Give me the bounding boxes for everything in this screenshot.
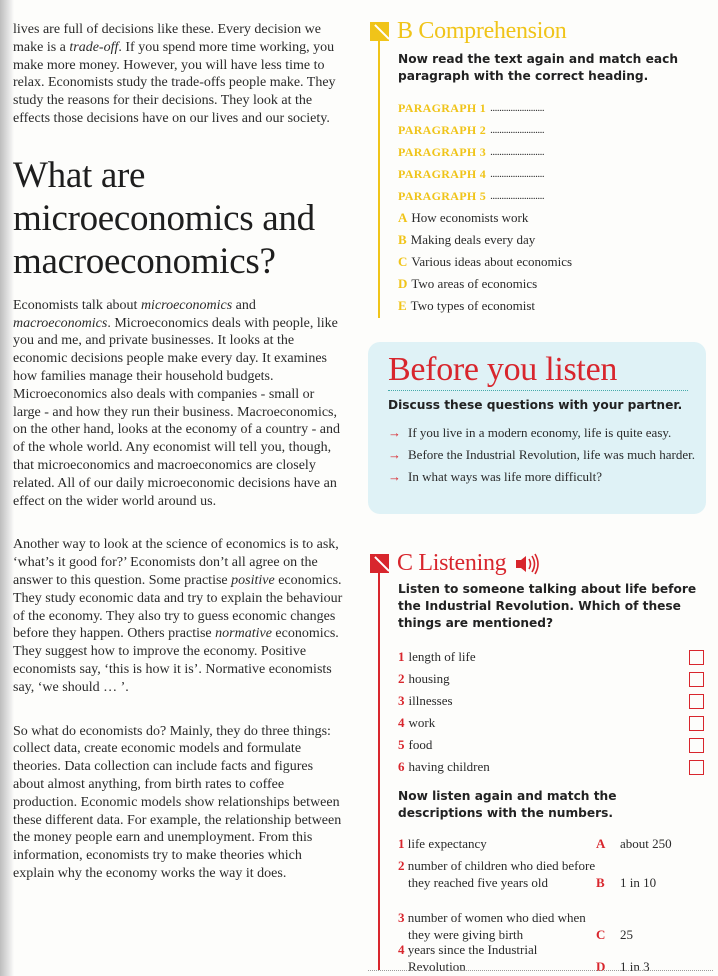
item-text: housing	[408, 671, 450, 686]
discussion-item	[388, 424, 706, 441]
item-text: illnesses	[408, 693, 453, 708]
listening-section	[370, 550, 710, 974]
paragraph-label: PARAGRAPH 2	[398, 122, 487, 137]
paragraph	[13, 297, 345, 511]
item-number: 2	[398, 671, 405, 686]
arrow-icon: →	[388, 447, 401, 462]
match-description	[398, 836, 598, 853]
heading-option	[398, 229, 710, 251]
item-text: work	[408, 715, 436, 730]
arrow-icon: →	[388, 425, 401, 440]
listening-title: C Listening	[397, 550, 507, 576]
paragraph-label: PARAGRAPH 5	[398, 188, 487, 203]
option-letter: B	[398, 232, 407, 247]
option-letter: E	[398, 298, 407, 313]
discussion-item	[388, 446, 706, 463]
reading-text	[13, 21, 345, 909]
scan-edge	[0, 0, 14, 976]
paragraph-answer-row	[398, 185, 710, 207]
divider	[368, 970, 713, 971]
item-checkbox[interactable]	[689, 760, 704, 775]
answer-blank[interactable]: ........................	[490, 102, 545, 114]
match-text: number of children who died before they reached five years old	[407, 858, 596, 890]
option-letter: C	[398, 254, 408, 269]
match-text: number of women who died when they were giving birth	[407, 910, 586, 942]
italic-term: microeconomics	[140, 297, 233, 313]
match-letter: D	[596, 958, 606, 974]
paragraph	[13, 723, 345, 883]
match-description	[398, 910, 598, 943]
match-row	[398, 910, 718, 943]
listening-item	[398, 668, 704, 690]
heading-option	[398, 207, 710, 229]
paragraph-answer-row	[398, 141, 710, 163]
paragraph-answer-row	[398, 97, 710, 119]
match-letter: C	[596, 926, 606, 942]
option-text: How economists work	[411, 210, 529, 225]
option-text: Various ideas about economics	[411, 254, 573, 269]
listening-item	[398, 646, 704, 668]
text-segment: Another way to look at the science of economics is to ask, ‘what’s it good for?’ Economists don’t all agree on the answer to this question. Some practise	[13, 537, 339, 588]
paragraph-answer-row	[398, 119, 710, 141]
item-checkbox[interactable]	[689, 650, 704, 665]
match-value: 25	[620, 926, 633, 942]
item-checkbox[interactable]	[689, 672, 704, 687]
text-segment: lives are full of decisions like these. Every decision we make is a	[13, 22, 321, 55]
item-number: 3	[398, 693, 405, 708]
discussion-text: In what ways was life more difficult?	[408, 469, 602, 484]
item-number: 6	[398, 759, 405, 774]
match-letter: B	[596, 874, 605, 890]
paragraph	[13, 21, 345, 128]
text-segment: and	[232, 297, 256, 313]
speaker-icon[interactable]	[514, 553, 542, 575]
match-number: 1	[398, 836, 405, 851]
item-checkbox[interactable]	[689, 694, 704, 709]
listening-item	[398, 712, 704, 734]
italic-term: positive	[231, 572, 275, 588]
heading-option	[398, 273, 710, 295]
text-segment: . If you spend more time working, you make more money. However, you will have less time to relax. Economists study the trade-offs people make. They study the reasons for their decisions. They look at the effects those decisions have on our lives and our society.	[13, 39, 336, 126]
paragraph-label: PARAGRAPH 4	[398, 166, 487, 181]
match-text: years since the Industrial Revolution	[407, 942, 538, 974]
match-letter: A	[596, 835, 606, 851]
listening-instruction: Listen to someone talking about life before the Industrial Revolution. Which of these things are mentioned?	[398, 582, 697, 630]
comprehension-instruction: Now read the text again and match each paragraph with the correct heading.	[398, 52, 678, 83]
paragraph-label: PARAGRAPH 3	[398, 144, 487, 159]
discussion-item	[388, 468, 706, 485]
paragraph-label: PARAGRAPH 1	[398, 100, 487, 115]
section-heading: What are microeconomics and macroeconomics?	[13, 154, 315, 282]
match-value: 1 in 3	[620, 958, 650, 974]
before-you-listen-box	[368, 342, 706, 514]
listening-item	[398, 734, 704, 756]
answer-blank[interactable]: ........................	[490, 168, 545, 180]
item-number: 5	[398, 737, 405, 752]
discussion-text: If you live in a modern economy, life is quite easy.	[408, 425, 672, 440]
answer-blank[interactable]: ........................	[490, 190, 545, 202]
item-number: 4	[398, 715, 405, 730]
section-marker-icon	[370, 554, 389, 573]
item-text: length of life	[408, 649, 476, 664]
discussion-text: Before the Industrial Revolution, life was much harder.	[408, 447, 696, 462]
text-segment: economics. They suggest how to improve the economy. Positive economists say, ‘this is how it is’. Normative economists say, ‘we should … ’.	[13, 626, 339, 695]
item-text: food	[408, 737, 433, 752]
paragraph-answer-row	[398, 163, 710, 185]
option-text: Two types of economist	[410, 298, 536, 313]
item-number: 1	[398, 649, 405, 664]
option-letter: A	[398, 210, 408, 225]
answer-blank[interactable]: ........................	[490, 146, 545, 158]
item-checkbox[interactable]	[689, 716, 704, 731]
paragraph	[13, 536, 345, 696]
before-listen-title: Before you listen	[388, 350, 688, 391]
item-checkbox[interactable]	[689, 738, 704, 753]
match-value: about 250	[620, 835, 672, 851]
answer-blank[interactable]: ........................	[490, 124, 545, 136]
match-number: 2	[398, 858, 405, 873]
text-segment: . Microeconomics deals with people, like you and me, and private businesses. It looks at the economic decisions people make every day. It examines how families manage their household budgets. Microeconomics also deals with companies - small or large - and how they run their business. Macroeconomics, on the other hand, looks at the economy of a country - and of the whole world. Any economist will tell you, though, that microeconomics and macroeconomics are closely related. All of our daily microeconomic decisions have an effect on the wider world around us.	[13, 315, 340, 509]
heading-option	[398, 295, 710, 317]
section-marker-icon	[370, 22, 389, 41]
match-row	[398, 858, 718, 891]
match-row	[398, 836, 718, 852]
option-letter: D	[398, 276, 408, 291]
item-text: having children	[408, 759, 490, 774]
match-text: life expectancy	[407, 836, 487, 851]
listening-item	[398, 690, 704, 712]
italic-term: normative	[215, 626, 272, 642]
match-description	[398, 858, 598, 891]
text-segment: Economists talk about	[13, 297, 141, 313]
comprehension-section	[370, 18, 710, 317]
heading-option	[398, 251, 710, 273]
option-text: Making deals every day	[410, 232, 536, 247]
before-listen-instruction: Discuss these questions with your partner.	[388, 398, 683, 412]
text-segment: So what do economists do? Mainly, they do three things: collect data, create economic models and formulate theories. Data collection can include facts and figures about almost anything, from birth rates to coffee production. Economic models show relationships between these different data. For example, the relationship between the money people earn and unemployment. From this information, economists try to make theories which explain why the economy works the way it does.	[13, 723, 342, 881]
arrow-icon: →	[388, 469, 401, 484]
match-value: 1 in 10	[620, 874, 657, 890]
option-text: Two areas of economics	[411, 276, 538, 291]
match-number: 4	[398, 942, 405, 957]
match-number: 3	[398, 910, 405, 925]
listening-instruction-2: Now listen again and match the descriptions with the numbers.	[398, 789, 617, 820]
italic-term: macroeconomics	[13, 315, 108, 331]
text-segment: economics. They study economic data and try to explain the behaviour of the economy. They also try to guess economic changes before they happen. Others practise	[13, 572, 343, 642]
italic-term: trade-off	[69, 39, 119, 55]
listening-item	[398, 756, 704, 778]
comprehension-title: B Comprehension	[397, 18, 567, 44]
